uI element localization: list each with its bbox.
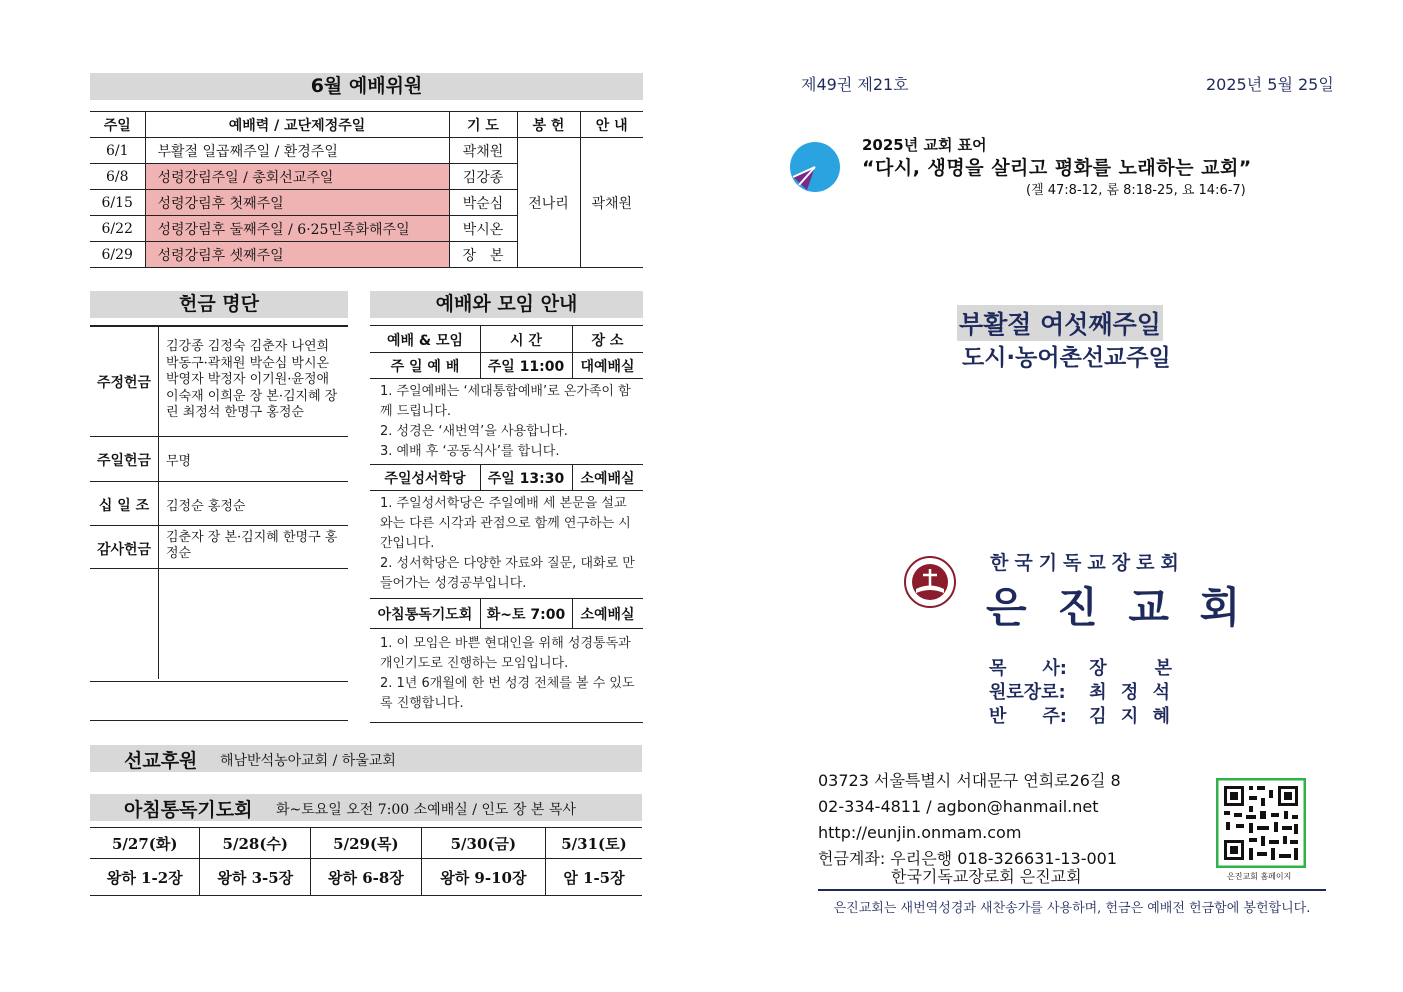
table-row [90, 138, 643, 164]
church-staff [989, 657, 1176, 729]
row-prayer: 곽채원 [449, 138, 517, 164]
staff-row [989, 681, 1176, 705]
worship-staff-title: 6월 예배위원 [90, 73, 643, 100]
col-header-offering: 봉 헌 [517, 112, 580, 138]
col-header-prayer: 기 도 [449, 112, 517, 138]
offering-names: 김춘자 장 본·김지혜 한명구 홍정순 [166, 530, 338, 561]
staff-role: 목 사: [989, 658, 1067, 679]
staff-role: 반 주: [989, 706, 1067, 727]
row-prayer: 장 본 [449, 242, 517, 268]
meeting-time: 주일 13:30 [487, 471, 565, 487]
meeting-notes [380, 634, 636, 714]
qr-code-icon[interactable] [1216, 778, 1306, 868]
offering-person: 전나리 [517, 138, 580, 268]
meeting-name: 아침통독기도회 [377, 607, 473, 623]
col-header-liturgy: 예배력 / 교단제정주일 [145, 112, 449, 138]
staff-name: 최 정 석 [1089, 682, 1174, 703]
staff-row [989, 657, 1176, 681]
reading-date: 5/27(화) [90, 828, 200, 859]
note-item: 2. 성서학당은 다양한 자료와 질문, 대화로 만들어가는 성경공부입니다. [380, 556, 635, 591]
reading-dates-row [90, 828, 642, 859]
offering-title: 헌금 명단 [90, 291, 348, 318]
offering-list [90, 325, 348, 682]
row-liturgy: 성령강림후 첫째주일 [145, 190, 449, 216]
offering-names: 김강종 김정숙 김춘자 나연희 박동구·곽채원 박순심 박시온 박영자 박정자 이기원·윤정애 이숙재 이희운 장 본·김지혜 장 린 최정석 한명구 홍정순 [166, 339, 338, 420]
row-liturgy: 성령강림후 둘째주일 / 6·25민족화해주일 [145, 216, 449, 242]
mission-label: 선교후원 [124, 750, 198, 772]
meeting-place: 대예배실 [580, 359, 635, 375]
row-prayer: 김강종 [449, 164, 517, 190]
morning-prayer-bar [90, 794, 642, 821]
row-date: 6/29 [90, 242, 145, 268]
motto-reference: (겔 47:8-12, 롬 8:18-25, 요 14:6-7) [1026, 183, 1246, 198]
homepage-link[interactable]: http://eunjin.onmam.com [818, 823, 1022, 842]
denomination-name: 한국기독교장로회 [990, 552, 1185, 574]
note-item: 3. 예배 후 ‘공동식사’를 합니다. [380, 444, 560, 459]
reading-passage: 왕하 3-5장 [200, 859, 311, 896]
row-liturgy: 부활절 일곱째주일 / 환경주일 [145, 138, 449, 164]
meetings-header-time: 시 간 [510, 333, 542, 349]
meeting-name: 주 일 예 배 [390, 359, 460, 375]
worship-staff-header-row [90, 112, 643, 138]
morning-prayer-text: 화~토요일 오전 7:00 소예배실 / 인도 장 본 목사 [276, 802, 576, 818]
note-item: 2. 성경은 ‘새번역’을 사용합니다. [380, 424, 568, 439]
meetings-box [370, 325, 643, 723]
reading-passages-row [90, 859, 642, 896]
note-item: 1. 이 모임은 바쁜 현대인을 위해 성경통독과 개인기도로 진행하는 모임입니다. [380, 636, 631, 671]
qr-caption: 은진교회 홈페이지 [1227, 872, 1292, 881]
offering-names: 무명 [166, 454, 192, 469]
row-date: 6/1 [90, 138, 145, 164]
row-date: 6/22 [90, 216, 145, 242]
meeting-name: 주일성서학당 [384, 471, 466, 487]
guide-person: 곽채원 [580, 138, 643, 268]
church-name: 은 진 교 회 [986, 583, 1249, 632]
meeting-place: 소예배실 [580, 607, 635, 623]
motto-logo-icon [789, 141, 841, 193]
col-header-guide: 안 내 [580, 112, 643, 138]
sunday-subtitle: 도시·농어촌선교주일 [962, 345, 1171, 371]
morning-prayer-label: 아침통독기도회 [124, 799, 253, 821]
phone-email: 02-334-4811 / agbon@hanmail.net [818, 797, 1099, 816]
offering-names: 김정순 홍정순 [166, 499, 246, 514]
mission-bar [90, 745, 642, 772]
note-item: 2. 1년 6개월에 한 번 성경 전체를 볼 수 있도록 진행합니다. [380, 676, 635, 711]
reading-passage: 왕하 9-10장 [421, 859, 545, 896]
staff-name: 김 지 혜 [1089, 706, 1174, 727]
reading-passage: 왕하 1-2장 [90, 859, 200, 896]
bank-account: 헌금계좌: 우리은행 018-326631-13-001 [818, 849, 1118, 868]
offering-label: 주정헌금 [96, 375, 152, 391]
row-prayer: 박시온 [449, 216, 517, 242]
address: 03723 서울특별시 서대문구 연희로26길 8 [818, 771, 1121, 790]
reading-date: 5/28(수) [200, 828, 311, 859]
meeting-time: 주일 11:00 [487, 359, 565, 375]
mission-text: 해남반석농아교회 / 하울교회 [220, 753, 396, 769]
row-liturgy: 성령강림후 셋째주일 [145, 242, 449, 268]
meeting-place: 소예배실 [580, 471, 635, 487]
row-date: 6/8 [90, 164, 145, 190]
meetings-title: 예배와 모임 안내 [370, 291, 643, 318]
volume-number: 제49권 제21호 [801, 75, 909, 94]
church-seal-icon [904, 556, 956, 608]
reading-passage: 암 1-5장 [545, 859, 642, 896]
footer-divider [818, 889, 1326, 891]
contact-info [818, 768, 1121, 886]
offering-label: 십 일 조 [98, 498, 150, 514]
bulletin-date: 2025년 5월 25일 [1206, 75, 1334, 94]
row-date: 6/15 [90, 190, 145, 216]
meeting-time: 화~토 7:00 [486, 607, 566, 623]
offering-label: 감사헌금 [96, 542, 152, 558]
motto-label: 2025년 교회 표어 [862, 136, 987, 154]
reading-schedule-table [90, 827, 642, 896]
meeting-notes [380, 494, 636, 594]
footer-note: 은진교회는 새번역성경과 새찬송가를 사용하며, 헌금은 예배전 헌금함에 봉헌합니다. [833, 901, 1311, 916]
staff-row [989, 705, 1176, 729]
note-item: 1. 주일예배는 ‘세대통합예배’로 온가족이 함께 드립니다. [380, 384, 631, 419]
staff-role: 원로장로: [989, 682, 1066, 703]
meeting-notes [380, 382, 636, 462]
reading-date: 5/31(토) [545, 828, 642, 859]
col-header-date: 주일 [90, 112, 145, 138]
reading-date: 5/30(금) [421, 828, 545, 859]
motto-text: “다시, 생명을 살리고 평화를 노래하는 교회” [862, 157, 1252, 179]
meetings-header-name: 예배 & 모임 [386, 333, 464, 349]
row-liturgy: 성령강림주일 / 총회선교주일 [145, 164, 449, 190]
offering-label: 주일헌금 [96, 453, 152, 469]
reading-date: 5/29(목) [311, 828, 422, 859]
worship-staff-table [90, 111, 643, 268]
row-prayer: 박순심 [449, 190, 517, 216]
reading-passage: 왕하 6-8장 [311, 859, 422, 896]
bank-account-holder: 한국기독교장로회 은진교회 [891, 867, 1082, 886]
meetings-header-place: 장 소 [591, 333, 624, 349]
note-item: 1. 주일성서학당은 주일예배 세 본문을 설교와는 다른 시각과 관점으로 함께 연구하는 시간입니다. [380, 496, 631, 551]
staff-name: 장 본 [1089, 658, 1177, 679]
sunday-title: 부활절 여섯째주일 [957, 305, 1163, 341]
